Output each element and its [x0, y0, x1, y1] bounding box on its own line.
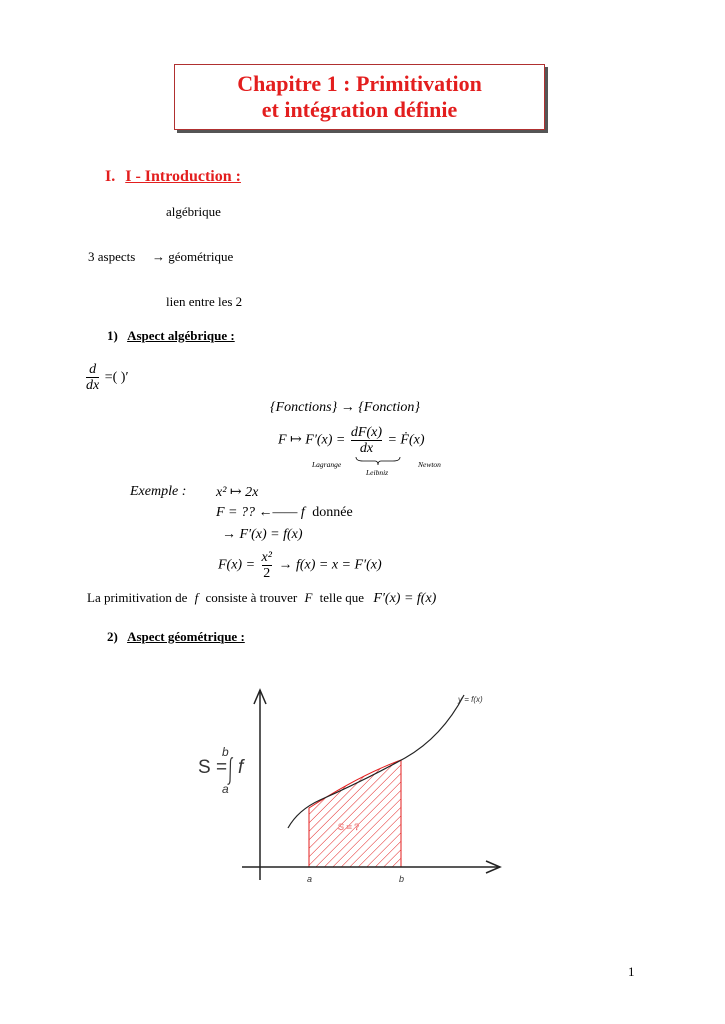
derivative-notations: [278, 425, 425, 456]
tick-label-a: a: [307, 874, 313, 884]
def-f: f: [194, 590, 199, 605]
tick-label-b: b: [399, 874, 405, 884]
example-line-1: x² ↦ 2x: [216, 485, 259, 500]
area-label: S = ?: [338, 822, 360, 832]
integrand: f: [238, 757, 244, 778]
subsection-heading-1: [107, 328, 235, 344]
section-title: I - Introduction :: [125, 168, 241, 185]
chapter-title-line1: Chapitre 1 : Primitivation: [237, 71, 482, 96]
def-part-b: consiste à trouver: [205, 590, 298, 605]
example-line-3: → F′(x) = f(x): [222, 527, 303, 542]
x2-numerator: x²: [261, 550, 272, 565]
subsection-title-2: Aspect géométrique :: [127, 629, 245, 644]
leibniz-numerator: dF(x): [350, 425, 382, 440]
example-line-4: [218, 550, 382, 581]
example-line-2-word: donnée: [312, 505, 353, 520]
def-part-c: telle que: [319, 590, 365, 605]
chapter-title-line2: et intégration définie: [261, 97, 458, 122]
integral-lower: a: [222, 782, 229, 796]
leibniz-brace: [355, 456, 401, 466]
example-line-2-expr: F = ?? ←—— f: [216, 505, 305, 520]
curve-label: y = f(x): [458, 695, 483, 704]
def-equation: F′(x) = f(x): [373, 591, 437, 606]
integral-formula: [198, 757, 227, 779]
geometric-figure: [180, 680, 520, 895]
leibniz-fraction: [351, 425, 382, 456]
subsection-title: Aspect algébrique :: [127, 328, 235, 343]
example-line-2: [216, 505, 353, 521]
derivative-operator: [86, 362, 129, 393]
frac-denominator: dx: [86, 378, 100, 393]
integral-upper: b: [222, 745, 229, 759]
example-line-4-rhs: → f(x) = x = F′(x): [278, 557, 382, 573]
page-number: 1: [628, 964, 635, 979]
aspect-item-algebrique: algébrique: [166, 204, 221, 219]
integral-lhs: S =: [198, 757, 228, 778]
map-lhs: F ↦ F′(x) =: [278, 432, 346, 448]
aspects-label: 3 aspects: [88, 249, 136, 264]
leibniz-label: Leibniz: [366, 468, 389, 477]
x2-over-2-fraction: [262, 550, 272, 581]
newton-rhs: = Ḟ(x): [387, 432, 425, 448]
newton-label: Newton: [418, 460, 441, 469]
d-over-dx-fraction: [86, 362, 99, 393]
subsection-number-2: 2): [107, 629, 118, 644]
example-line-4-lhs: F(x) =: [218, 557, 256, 573]
section-heading: [105, 168, 241, 186]
deriv-equals: =( )′: [104, 369, 129, 385]
lagrange-label: Lagrange: [312, 460, 342, 469]
fonctions-mapping: {Fonctions} → {Fonction}: [270, 400, 420, 415]
def-F: F: [304, 590, 313, 605]
aspect-item-geometrique: → géométrique: [152, 249, 234, 264]
def-part-a: La primitivation de: [87, 590, 188, 605]
subsection-heading-2: [107, 629, 245, 645]
frac-numerator: d: [86, 362, 99, 378]
leibniz-denominator: dx: [359, 441, 374, 456]
example-label: Exemple :: [130, 484, 187, 499]
primitivation-definition: [87, 590, 436, 607]
two-denominator: 2: [263, 566, 271, 581]
aspect-item-lien: lien entre les 2: [166, 294, 243, 309]
hatched-area: [309, 760, 401, 867]
subsection-number: 1): [107, 328, 118, 343]
section-number: I.: [105, 168, 116, 185]
chapter-title-box: [174, 64, 545, 130]
